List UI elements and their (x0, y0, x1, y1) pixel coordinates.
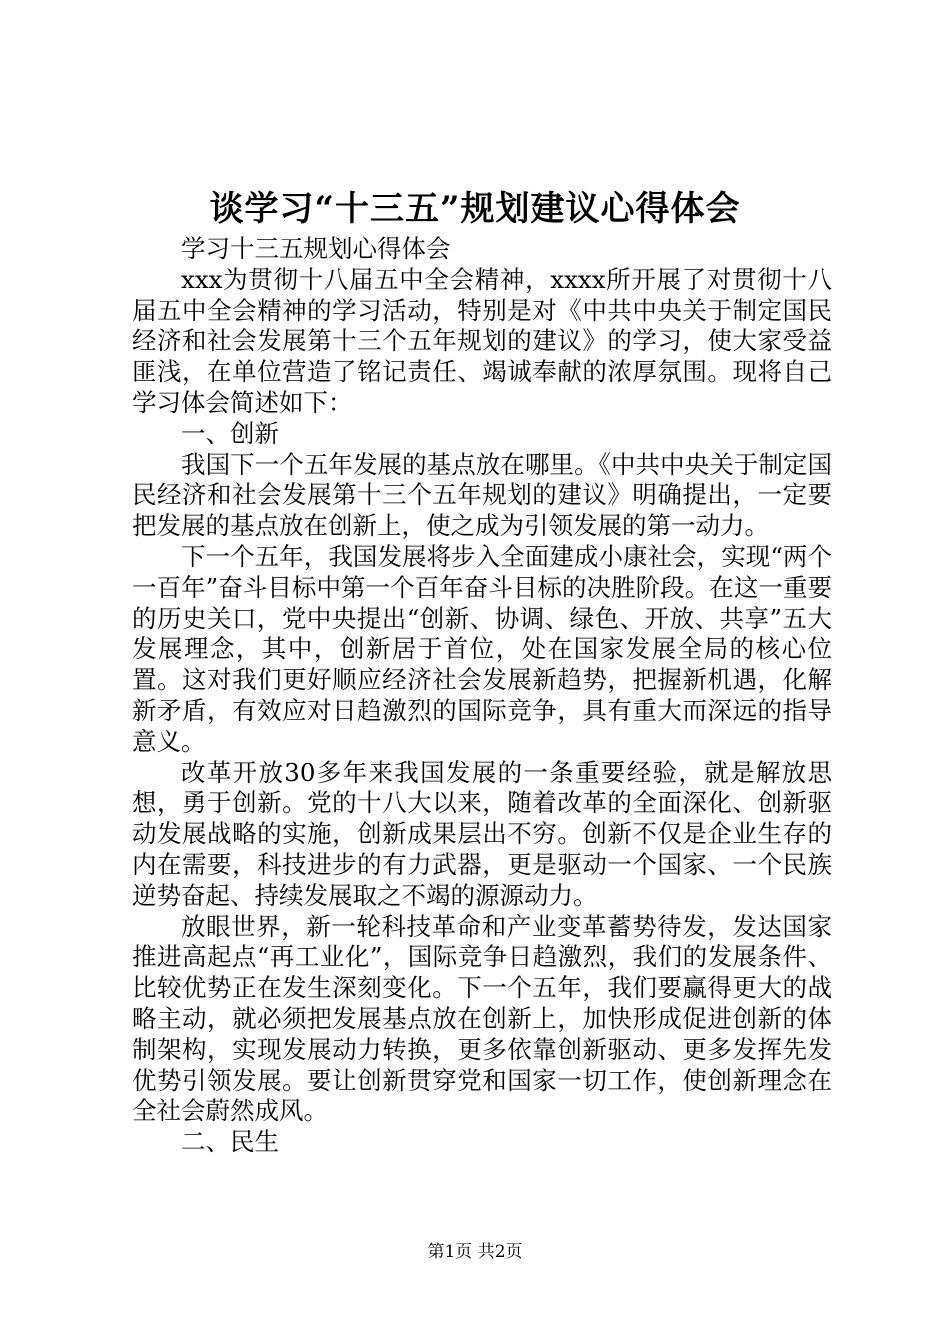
page-number-footer: 第1页 共2页 (427, 1242, 523, 1262)
body-paragraph: 改革开放30多年来我国发展的一条重要经验，就是解放思想，勇于创新。党的十八大以来，随着改革的全面深化、创新驱动发展战略的实施，创新成果层出不穷。创新不仅是企业生存的内在需要，科技进步的有力武器，更是驱动一个国家、一个民族逆势奋起、持续发展取之不竭的源源动力。 (132, 757, 832, 910)
section-heading-innovation: 一、创新 (181, 418, 279, 448)
section-heading-livelihood: 二、民生 (181, 1127, 279, 1157)
document-title: 谈学习“十三五”规划建议心得体会 (209, 189, 741, 229)
body-paragraph: 下一个五年，我国发展将步入全面建成小康社会，实现“两个一百年”奋斗目标中第一个百年奋斗目标的决胜阶段。在这一重要的历史关口，党中央提出“创新、协调、绿色、开放、共享”五大发展理念，其中，创新居于首位，处在国家发展全局的核心位置。这对我们更好顺应经济社会发展新趋势，把握新机遇，化解新矛盾，有效应对日趋激烈的国际竞争，具有重大而深远的指导意义。 (132, 541, 832, 756)
intro-paragraph: xxx为贯彻十八届五中全会精神，xxxx所开展了对贯彻十八届五中全会精神的学习活动，特别是对《中共中央关于制定国民经济和社会发展第十三个五年规划的建议》的学习，使大家受益匪浅，在单位营造了铭记责任、竭诚奉献的浓厚氛围。现将自己学习体会简述如下： (132, 264, 832, 417)
body-paragraph: 放眼世界，新一轮科技革命和产业变革蓄势待发，发达国家推进高起点“再工业化”，国际竞争日趋激烈，我们的发展条件、比较优势正在发生深刻变化。下一个五年，我们要赢得更大的战略主动，就必须把发展基点放在创新上，加快形成促进创新的体制架构，实现发展动力转换，更多依靠创新驱动、更多发挥先发优势引领发展。要让创新贯穿党和国家一切工作，使创新理念在全社会蔚然成风。 (132, 911, 832, 1126)
subtitle-paragraph: 学习十三五规划心得体会 (181, 234, 451, 263)
body-paragraph: 我国下一个五年发展的基点放在哪里。《中共中央关于制定国民经济和社会发展第十三个五年规划的建议》明确提出，一定要把发展的基点放在创新上，使之成为引领发展的第一动力。 (132, 449, 832, 541)
document-body (132, 234, 832, 1158)
